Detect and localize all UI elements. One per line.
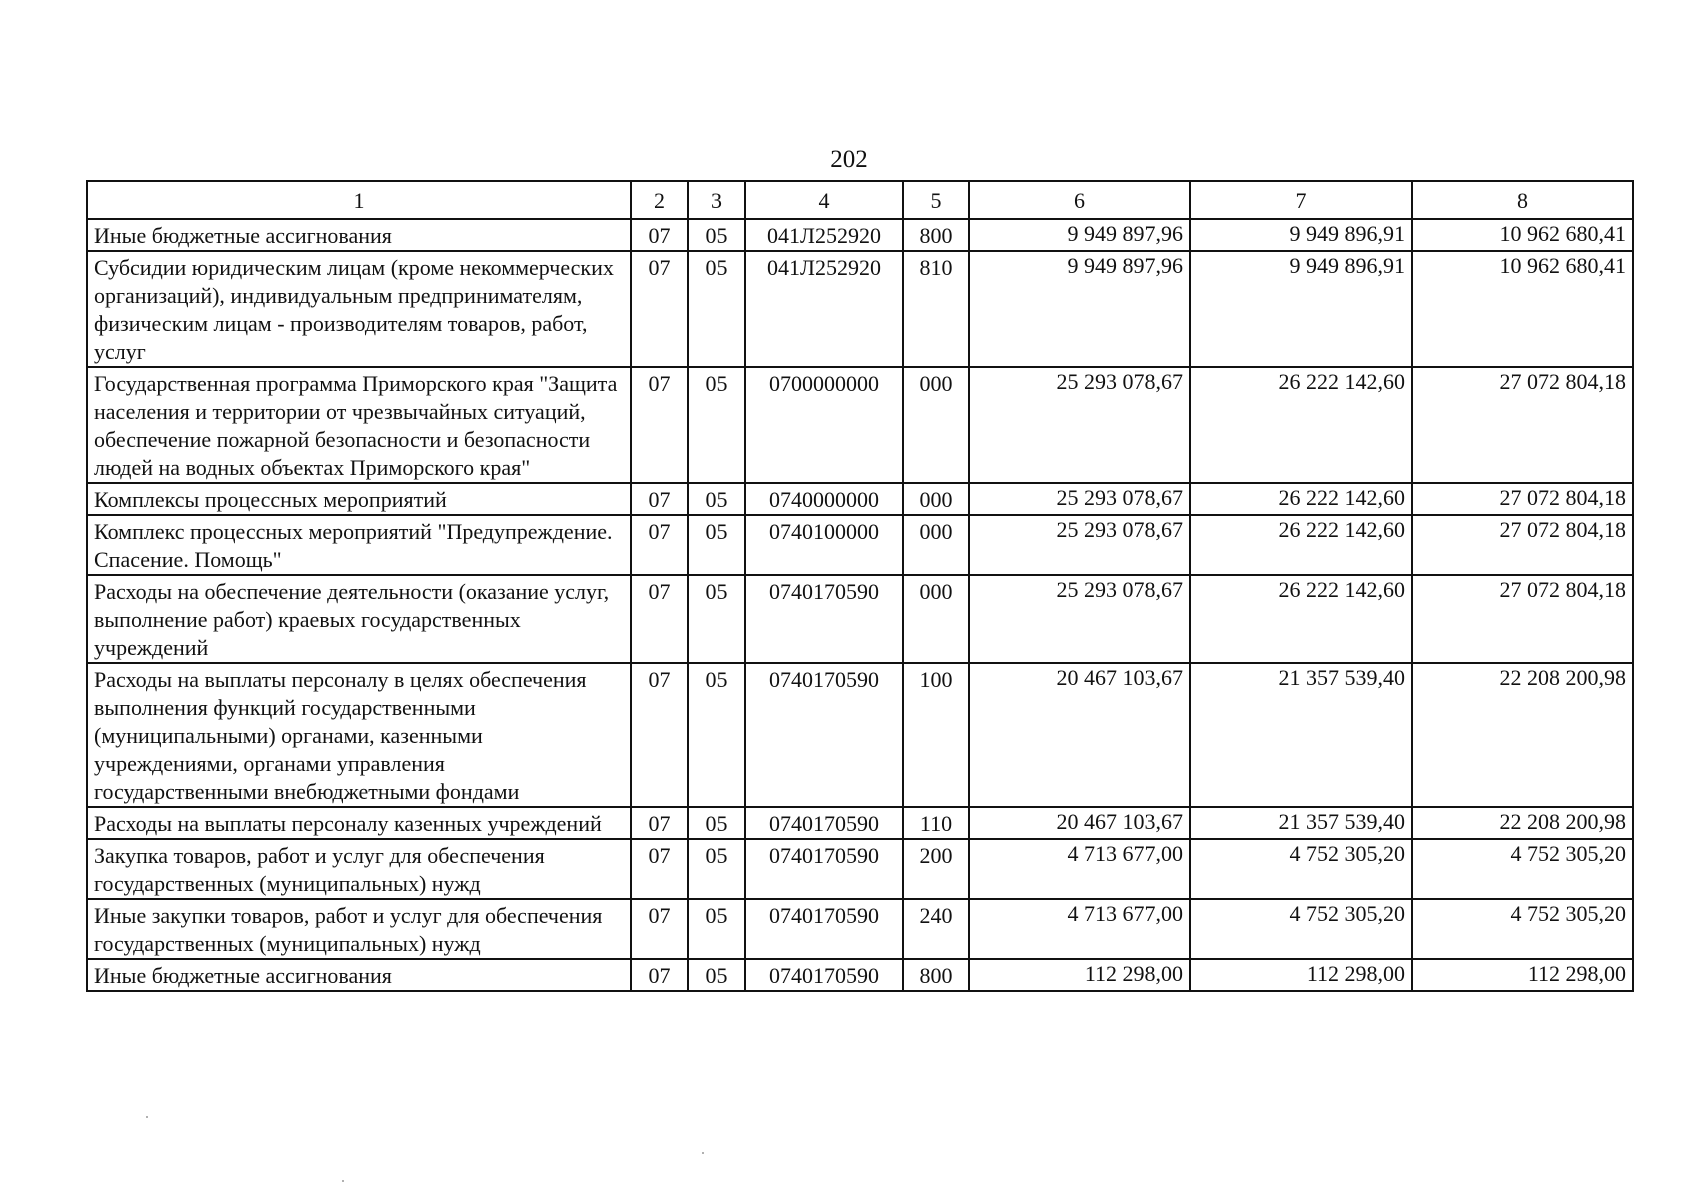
table-row: [87, 219, 1633, 251]
expense-type-code: 240: [903, 899, 969, 959]
column-header: 7: [1190, 181, 1412, 219]
amount-col-7: 26 222 142,60: [1190, 483, 1412, 515]
scan-speck: [146, 1116, 148, 1118]
expense-type-code: 800: [903, 219, 969, 251]
row-name: Закупка товаров, работ и услуг для обеспечения государственных (муниципальных) нужд: [87, 839, 631, 899]
subsection-code: 05: [688, 807, 745, 839]
target-article-code: 041Л252920: [745, 251, 903, 367]
expense-type-code: 800: [903, 959, 969, 991]
row-name: Расходы на выплаты персоналу казенных учреждений: [87, 807, 631, 839]
target-article-code: 0740100000: [745, 515, 903, 575]
subsection-code: 05: [688, 899, 745, 959]
amount-col-8: 27 072 804,18: [1412, 575, 1633, 663]
amount-col-8: 4 752 305,20: [1412, 899, 1633, 959]
subsection-code: 05: [688, 839, 745, 899]
target-article-code: 0740170590: [745, 959, 903, 991]
table-row: [87, 839, 1633, 899]
amount-col-6: 25 293 078,67: [969, 367, 1190, 483]
table-row: [87, 251, 1633, 367]
scan-speck: [342, 1180, 344, 1182]
subsection-code: 05: [688, 251, 745, 367]
amount-col-7: 26 222 142,60: [1190, 515, 1412, 575]
table-row: [87, 959, 1633, 991]
table-row: [87, 367, 1633, 483]
subsection-code: 05: [688, 515, 745, 575]
amount-col-8: 4 752 305,20: [1412, 839, 1633, 899]
table-row: [87, 515, 1633, 575]
row-name: Иные бюджетные ассигнования: [87, 959, 631, 991]
section-code: 07: [631, 575, 688, 663]
amount-col-7: 26 222 142,60: [1190, 367, 1412, 483]
expense-type-code: 000: [903, 483, 969, 515]
header-row: [87, 181, 1633, 219]
amount-col-8: 22 208 200,98: [1412, 807, 1633, 839]
amount-col-8: 27 072 804,18: [1412, 515, 1633, 575]
amount-col-7: 26 222 142,60: [1190, 575, 1412, 663]
amount-col-6: 25 293 078,67: [969, 515, 1190, 575]
page-number: 202: [830, 146, 868, 173]
row-name: Комплексы процессных мероприятий: [87, 483, 631, 515]
subsection-code: 05: [688, 959, 745, 991]
target-article-code: 0740170590: [745, 807, 903, 839]
amount-col-6: 112 298,00: [969, 959, 1190, 991]
expense-type-code: 000: [903, 367, 969, 483]
target-article-code: 0740000000: [745, 483, 903, 515]
column-header: 2: [631, 181, 688, 219]
section-code: 07: [631, 839, 688, 899]
section-code: 07: [631, 663, 688, 807]
subsection-code: 05: [688, 367, 745, 483]
table-row: [87, 575, 1633, 663]
amount-col-6: 9 949 897,96: [969, 219, 1190, 251]
row-name: Комплекс процессных мероприятий "Предупреждение. Спасение. Помощь": [87, 515, 631, 575]
section-code: 07: [631, 515, 688, 575]
expense-type-code: 000: [903, 575, 969, 663]
column-header: 8: [1412, 181, 1633, 219]
section-code: 07: [631, 899, 688, 959]
amount-col-7: 21 357 539,40: [1190, 807, 1412, 839]
target-article-code: 0700000000: [745, 367, 903, 483]
amount-col-7: 112 298,00: [1190, 959, 1412, 991]
amount-col-8: 10 962 680,41: [1412, 219, 1633, 251]
subsection-code: 05: [688, 663, 745, 807]
amount-col-7: 4 752 305,20: [1190, 899, 1412, 959]
amount-col-7: 21 357 539,40: [1190, 663, 1412, 807]
amount-col-8: 22 208 200,98: [1412, 663, 1633, 807]
amount-col-8: 27 072 804,18: [1412, 367, 1633, 483]
section-code: 07: [631, 251, 688, 367]
amount-col-6: 4 713 677,00: [969, 839, 1190, 899]
target-article-code: 0740170590: [745, 575, 903, 663]
row-name: Расходы на обеспечение деятельности (оказание услуг, выполнение работ) краевых государственных учреждений: [87, 575, 631, 663]
column-header: 1: [87, 181, 631, 219]
amount-col-7: 9 949 896,91: [1190, 251, 1412, 367]
amount-col-7: 4 752 305,20: [1190, 839, 1412, 899]
target-article-code: 041Л252920: [745, 219, 903, 251]
section-code: 07: [631, 959, 688, 991]
expense-type-code: 110: [903, 807, 969, 839]
target-article-code: 0740170590: [745, 839, 903, 899]
column-header: 4: [745, 181, 903, 219]
subsection-code: 05: [688, 483, 745, 515]
row-name: Иные бюджетные ассигнования: [87, 219, 631, 251]
scan-speck: [702, 1152, 704, 1154]
target-article-code: 0740170590: [745, 663, 903, 807]
budget-table: [86, 180, 1634, 992]
amount-col-6: 25 293 078,67: [969, 483, 1190, 515]
amount-col-6: 25 293 078,67: [969, 575, 1190, 663]
column-header: 6: [969, 181, 1190, 219]
target-article-code: 0740170590: [745, 899, 903, 959]
section-code: 07: [631, 367, 688, 483]
expense-type-code: 810: [903, 251, 969, 367]
amount-col-6: 20 467 103,67: [969, 807, 1190, 839]
subsection-code: 05: [688, 575, 745, 663]
table-row: [87, 899, 1633, 959]
row-name: Государственная программа Приморского края "Защита населения и территории от чрезвычайных ситуаций, обеспечение пожарной безопасности и безопасности людей на водных объектах Приморского края": [87, 367, 631, 483]
expense-type-code: 000: [903, 515, 969, 575]
row-name: Субсидии юридическим лицам (кроме некоммерческих организаций), индивидуальным предпринимателям, физическим лицам - производителям товаров, работ, услуг: [87, 251, 631, 367]
amount-col-8: 10 962 680,41: [1412, 251, 1633, 367]
row-name: Иные закупки товаров, работ и услуг для обеспечения государственных (муниципальных) нужд: [87, 899, 631, 959]
table-row: [87, 807, 1633, 839]
column-header: 5: [903, 181, 969, 219]
amount-col-6: 4 713 677,00: [969, 899, 1190, 959]
table-row: [87, 483, 1633, 515]
table-row: [87, 663, 1633, 807]
row-name: Расходы на выплаты персоналу в целях обеспечения выполнения функций государственными (муниципальными) органами, казенными учреждениями, органами управления государственными внебюджетными фондами: [87, 663, 631, 807]
expense-type-code: 100: [903, 663, 969, 807]
section-code: 07: [631, 483, 688, 515]
amount-col-6: 9 949 897,96: [969, 251, 1190, 367]
subsection-code: 05: [688, 219, 745, 251]
amount-col-7: 9 949 896,91: [1190, 219, 1412, 251]
expense-type-code: 200: [903, 839, 969, 899]
section-code: 07: [631, 219, 688, 251]
amount-col-8: 27 072 804,18: [1412, 483, 1633, 515]
column-header: 3: [688, 181, 745, 219]
amount-col-6: 20 467 103,67: [969, 663, 1190, 807]
section-code: 07: [631, 807, 688, 839]
amount-col-8: 112 298,00: [1412, 959, 1633, 991]
